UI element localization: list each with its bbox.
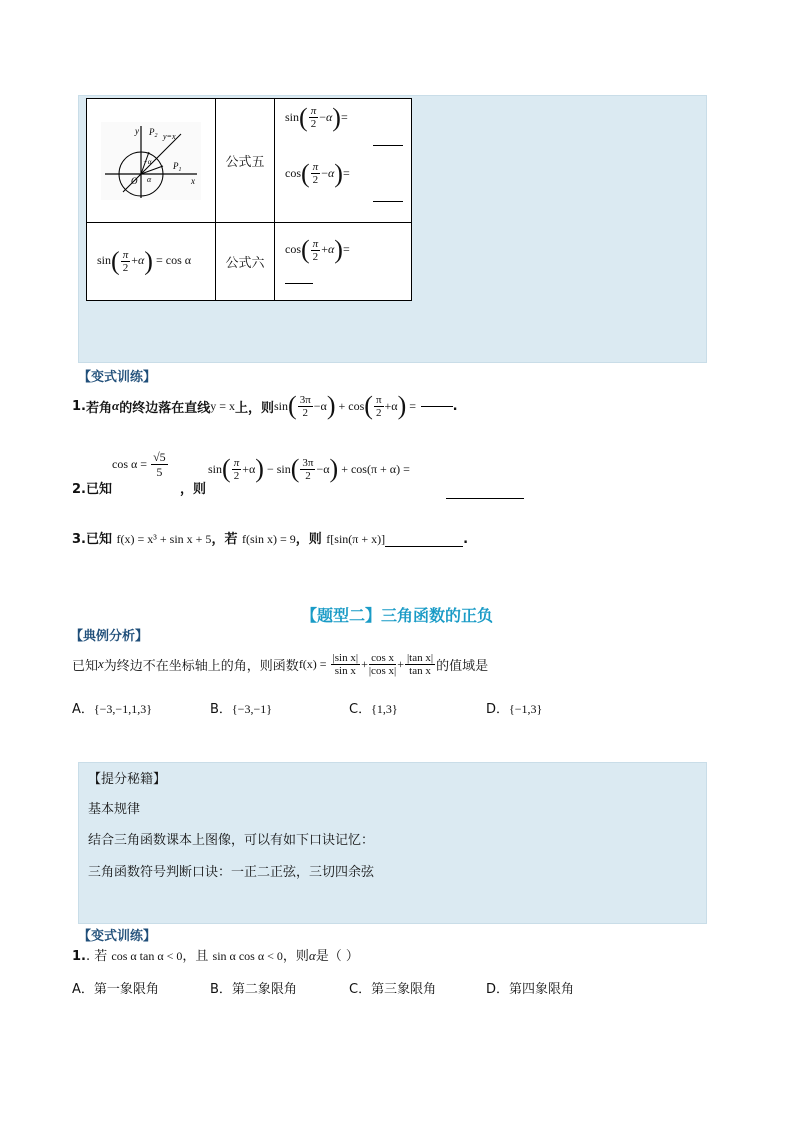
v2-option-d[interactable]: D．第四象限角 bbox=[486, 982, 575, 997]
minus-alpha-label: −α bbox=[143, 157, 152, 166]
blank-five-sin[interactable] bbox=[373, 145, 403, 146]
axis-x-label: x bbox=[191, 175, 195, 186]
alpha-label: α bbox=[147, 174, 152, 184]
section-heading: 【题型二】三角函数的正负 bbox=[300, 606, 493, 625]
formula-six-cell bbox=[275, 223, 412, 301]
variant-label-2: 【变式训练】 bbox=[78, 929, 157, 944]
question-1: 1. 若角 α 的终边落在直线 y = x 上，则 sin ( $\frac{3\pi}{2}$ −α ) + cos ( $\frac{\pi}{2}$ +α ) = . bbox=[72, 391, 458, 420]
answer-blank-2[interactable] bbox=[446, 498, 524, 499]
option-d[interactable]: D．{−1,3} bbox=[486, 702, 543, 717]
option-c[interactable]: C．{1,3} bbox=[349, 702, 398, 717]
question-3: 3.已知 f(x) = x³ + sin x + 5，若 f(sin x) = 9，则 f[sin(π + x)] . bbox=[72, 532, 469, 547]
example-question: 已知 x 为终边不在坐标轴上的角，则函数 f(x) = $\frac{\text{|sin x|}}{\text{sin x}}$ + $\frac{\text{cos x}}{\text{|cos x|}}$ + $\frac{\text{|tan x|}}{\text{tan x}}$ 的值域是 bbox=[72, 651, 489, 677]
v2-option-b[interactable]: B．第二象限角 bbox=[210, 982, 297, 997]
formula-six-name: 公式六 bbox=[216, 223, 275, 301]
unit-circle-cell bbox=[87, 99, 216, 223]
example-label: 【典例分析】 bbox=[70, 629, 149, 644]
answer-blank-3[interactable] bbox=[385, 546, 463, 547]
tips-line-1: 基本规律 bbox=[88, 802, 141, 817]
formula-table bbox=[86, 98, 412, 301]
variant2-question-1: 1.. 若 cos α tan α < 0，且 sin α cos α < 0，则α是（ ） bbox=[72, 948, 359, 964]
axis-y-label: y bbox=[135, 125, 139, 136]
unit-circle-diagram bbox=[101, 122, 201, 200]
blank-six-cos[interactable] bbox=[285, 283, 313, 284]
formula-five-sin: sin( $\frac{\pi}{2}$ −α)= bbox=[285, 105, 411, 161]
tips-line-2: 结合三角函数课本上图像，可以有如下口诀记忆： bbox=[88, 833, 375, 848]
blank-five-cos[interactable] bbox=[373, 201, 403, 202]
answer-blank-1[interactable] bbox=[421, 406, 453, 407]
line-label: y=x bbox=[163, 131, 176, 141]
formula-six-left: sin( $\frac{\pi}{2}$ +α) = cos α bbox=[97, 246, 192, 276]
origin-label: O bbox=[131, 175, 138, 186]
option-b[interactable]: B．{−3,−1} bbox=[210, 702, 272, 717]
tips-title: 【提分秘籍】 bbox=[88, 772, 167, 787]
p1-label: $P_1$ bbox=[173, 160, 182, 173]
formula-five-name: 公式五 bbox=[216, 99, 275, 223]
v2-option-a[interactable]: A．第一象限角 bbox=[72, 982, 159, 997]
tips-line-3: 三角函数符号判断口诀：一正二正弦，三切四余弦 bbox=[88, 865, 375, 880]
formula-five-cos: cos( $\frac{\pi}{2}$ −α)= bbox=[285, 161, 411, 217]
formula-six-left-cell bbox=[87, 223, 216, 301]
v2-option-c[interactable]: C．第三象限角 bbox=[349, 982, 437, 997]
option-a[interactable]: A．{−3,−1,1,3} bbox=[72, 702, 152, 717]
formula-six-cos: cos( $\frac{\pi}{2}$ +α)= bbox=[285, 237, 411, 284]
p2-label: $P_2$ bbox=[149, 126, 158, 139]
formula-five-cell bbox=[275, 99, 412, 223]
variant-label-1: 【变式训练】 bbox=[78, 370, 157, 385]
